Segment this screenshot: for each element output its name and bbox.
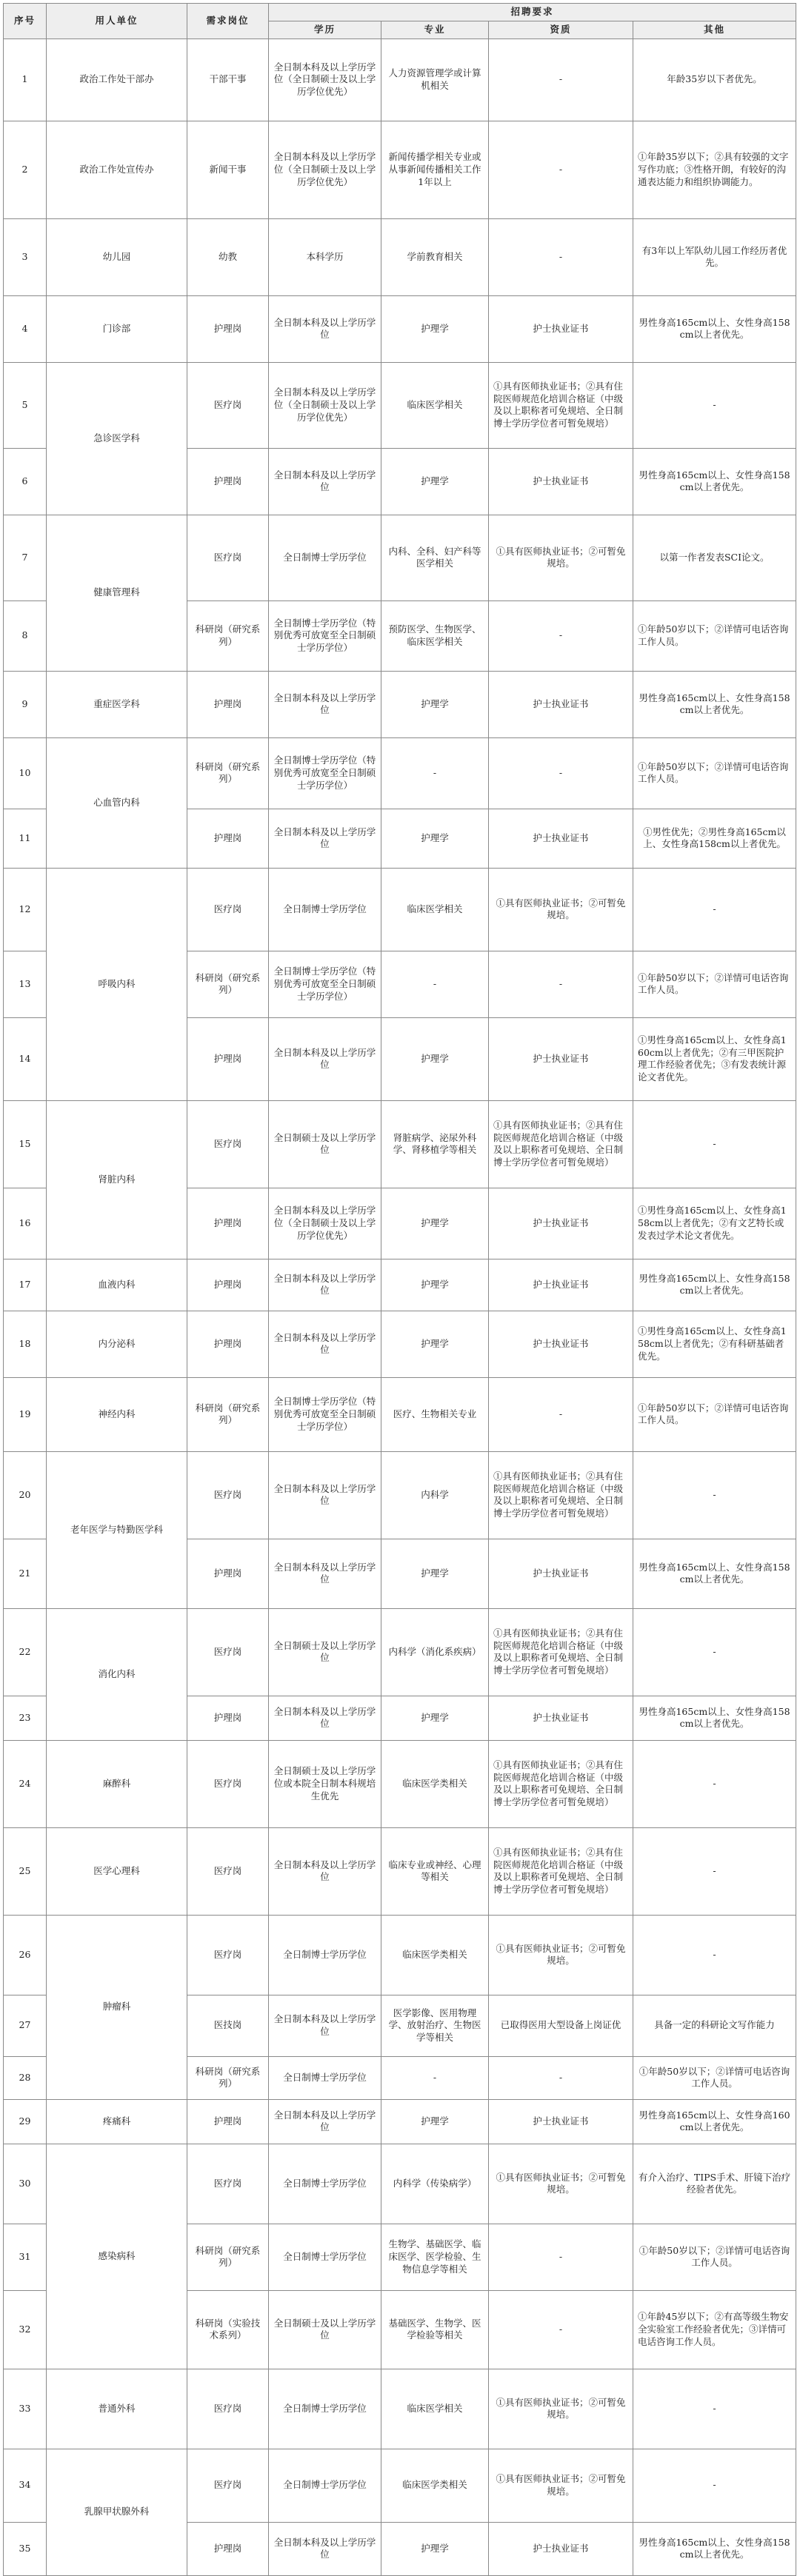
cell-unit: 政治工作处干部办 bbox=[47, 39, 187, 121]
cell-qualification: 护士执业证书 bbox=[489, 1188, 633, 1259]
cell-major: 护理学 bbox=[381, 1311, 489, 1377]
cell-qualification: 护士执业证书 bbox=[489, 1311, 633, 1377]
cell-major: 医疗、生物相关专业 bbox=[381, 1377, 489, 1451]
cell-post: 医疗岗 bbox=[187, 1451, 269, 1539]
cell-qualification: - bbox=[489, 2056, 633, 2099]
header-major: 专业 bbox=[381, 21, 489, 39]
cell-education: 全日制本科及以上学历学位 bbox=[269, 1259, 381, 1311]
header-seq: 序号 bbox=[4, 4, 47, 39]
cell-seq: 1 bbox=[4, 39, 47, 121]
cell-unit: 老年医学与特勤医学科 bbox=[47, 1451, 187, 1608]
cell-qualification: ①具有医师执业证书；②具有住院医师规范化培训合格证（中级及以上职称者可免规培、全日制博士学历学位者可暂免规培） bbox=[489, 362, 633, 448]
cell-seq: 6 bbox=[4, 448, 47, 515]
cell-education: 全日制本科及以上学历学位 bbox=[269, 2522, 381, 2575]
cell-seq: 3 bbox=[4, 218, 47, 295]
cell-education: 全日制博士学历学位（特别优秀可放宽至全日制硕士学历学位） bbox=[269, 600, 381, 671]
cell-unit: 重症医学科 bbox=[47, 671, 187, 737]
cell-other: ①男性优先；②男性身高165cm以上、女性身高158cm以上者优先。 bbox=[633, 809, 796, 868]
cell-major: 生物学、基础医学、临床医学、医学检验、生物信息学等相关 bbox=[381, 2224, 489, 2290]
cell-other: - bbox=[633, 362, 796, 448]
cell-post: 护理岗 bbox=[187, 809, 269, 868]
cell-seq: 9 bbox=[4, 671, 47, 737]
cell-major: 临床医学相关 bbox=[381, 2369, 489, 2449]
cell-other: 有介入治疗、TIPS手术、肝镜下治疗经验者优先。 bbox=[633, 2144, 796, 2224]
cell-education: 全日制博士学历学位 bbox=[269, 2144, 381, 2224]
cell-qualification: 护士执业证书 bbox=[489, 671, 633, 737]
cell-major: 临床医学相关 bbox=[381, 868, 489, 951]
cell-major: 内科学 bbox=[381, 1451, 489, 1539]
cell-seq: 21 bbox=[4, 1539, 47, 1608]
cell-post: 医疗岗 bbox=[187, 362, 269, 448]
cell-unit: 门诊部 bbox=[47, 295, 187, 362]
cell-post: 护理岗 bbox=[187, 671, 269, 737]
cell-post: 护理岗 bbox=[187, 1539, 269, 1608]
table-row bbox=[4, 1608, 796, 1696]
cell-major: 医学影像、医用物理学、放射治疗、生物医学等相关 bbox=[381, 1995, 489, 2056]
cell-qualification: ①具有医师执业证书；②可暂免规培。 bbox=[489, 515, 633, 600]
header-other: 其他 bbox=[633, 21, 796, 39]
cell-unit: 内分泌科 bbox=[47, 1311, 187, 1377]
cell-seq: 4 bbox=[4, 295, 47, 362]
table-row bbox=[4, 515, 796, 600]
cell-qualification: - bbox=[489, 2290, 633, 2369]
cell-post: 医疗岗 bbox=[187, 868, 269, 951]
cell-education: 全日制博士学历学位 bbox=[269, 2449, 381, 2522]
cell-other: 男性身高165cm以上、女性身高158cm以上者优先。 bbox=[633, 448, 796, 515]
header-requirements: 招聘要求 bbox=[269, 4, 796, 21]
cell-education: 全日制本科及以上学历学位 bbox=[269, 295, 381, 362]
cell-major: 学前教育相关 bbox=[381, 218, 489, 295]
cell-education: 全日制硕士及以上学历学位 bbox=[269, 1608, 381, 1696]
cell-education: 全日制本科及以上学历学位 bbox=[269, 1539, 381, 1608]
cell-education: 全日制博士学历学位 bbox=[269, 2369, 381, 2449]
cell-post: 护理岗 bbox=[187, 1696, 269, 1740]
cell-post: 科研岗（研究系列） bbox=[187, 951, 269, 1017]
header-qualification: 资质 bbox=[489, 21, 633, 39]
cell-unit: 疼痛科 bbox=[47, 2099, 187, 2144]
cell-post: 护理岗 bbox=[187, 1188, 269, 1259]
table-row bbox=[4, 1259, 796, 1311]
cell-other: ①年龄50岁以下；②详情可电话咨询工作人员。 bbox=[633, 1377, 796, 1451]
table-row bbox=[4, 1377, 796, 1451]
cell-unit: 神经内科 bbox=[47, 1377, 187, 1451]
cell-post: 护理岗 bbox=[187, 2522, 269, 2575]
cell-education: 全日制博士学历学位 bbox=[269, 1915, 381, 1995]
cell-education: 全日制博士学历学位 bbox=[269, 515, 381, 600]
cell-major: - bbox=[381, 2056, 489, 2099]
cell-other: 男性身高165cm以上、女性身高160cm以上者优先。 bbox=[633, 2099, 796, 2144]
cell-major: 内科、全科、妇产科等医学相关 bbox=[381, 515, 489, 600]
cell-seq: 11 bbox=[4, 809, 47, 868]
cell-other: ①年龄50岁以下；②详情可电话咨询工作人员。 bbox=[633, 951, 796, 1017]
cell-seq: 23 bbox=[4, 1696, 47, 1740]
table-row bbox=[4, 1451, 796, 1539]
table-row bbox=[4, 2099, 796, 2144]
cell-major: 护理学 bbox=[381, 1188, 489, 1259]
cell-major: 护理学 bbox=[381, 809, 489, 868]
cell-qualification: 护士执业证书 bbox=[489, 448, 633, 515]
cell-unit: 医学心理科 bbox=[47, 1827, 187, 1915]
cell-seq: 8 bbox=[4, 600, 47, 671]
cell-education: 全日制博士学历学位（特别优秀可放宽至全日制硕士学历学位） bbox=[269, 951, 381, 1017]
cell-education: 全日制本科及以上学历学位（全日制硕士及以上学历学位优先） bbox=[269, 1188, 381, 1259]
cell-other: - bbox=[633, 1827, 796, 1915]
cell-major: 内科学（传染病学） bbox=[381, 2144, 489, 2224]
cell-education: 全日制博士学历学位 bbox=[269, 2224, 381, 2290]
table-row bbox=[4, 362, 796, 448]
cell-major: 护理学 bbox=[381, 2522, 489, 2575]
cell-other: 年龄35岁以下者优先。 bbox=[633, 39, 796, 121]
cell-major: 临床医学类相关 bbox=[381, 2449, 489, 2522]
cell-unit: 普通外科 bbox=[47, 2369, 187, 2449]
cell-other: 男性身高165cm以上、女性身高158cm以上者优先。 bbox=[633, 671, 796, 737]
cell-education: 全日制硕士及以上学历学位 bbox=[269, 1100, 381, 1188]
cell-other: 男性身高165cm以上、女性身高158cm以上者优先。 bbox=[633, 2522, 796, 2575]
cell-seq: 5 bbox=[4, 362, 47, 448]
cell-education: 全日制本科及以上学历学位 bbox=[269, 1827, 381, 1915]
cell-major: 护理学 bbox=[381, 295, 489, 362]
cell-post: 科研岗（研究系列） bbox=[187, 2224, 269, 2290]
cell-post: 科研岗（研究系列） bbox=[187, 737, 269, 809]
cell-seq: 32 bbox=[4, 2290, 47, 2369]
cell-seq: 25 bbox=[4, 1827, 47, 1915]
cell-other: ①男性身高165cm以上、女性身高158cm以上者优先；②有文艺特长或发表过学术论文者优先。 bbox=[633, 1188, 796, 1259]
cell-post: 护理岗 bbox=[187, 1311, 269, 1377]
table-row bbox=[4, 1740, 796, 1827]
cell-seq: 16 bbox=[4, 1188, 47, 1259]
cell-post: 医技岗 bbox=[187, 1995, 269, 2056]
cell-unit: 消化内科 bbox=[47, 1608, 187, 1740]
cell-qualification: ①具有医师执业证书；②可暂免规培。 bbox=[489, 2449, 633, 2522]
cell-seq: 17 bbox=[4, 1259, 47, 1311]
cell-other: - bbox=[633, 2449, 796, 2522]
cell-qualification: 护士执业证书 bbox=[489, 1017, 633, 1100]
cell-seq: 7 bbox=[4, 515, 47, 600]
cell-qualification: - bbox=[489, 218, 633, 295]
cell-other: ①男性身高165cm以上、女性身高160cm以上者优先；②有三甲医院护理工作经验者优先；③有发表统计源论文者优先。 bbox=[633, 1017, 796, 1100]
cell-education: 全日制博士学历学位 bbox=[269, 2056, 381, 2099]
cell-unit: 呼吸内科 bbox=[47, 868, 187, 1100]
cell-post: 干部干事 bbox=[187, 39, 269, 121]
cell-post: 医疗岗 bbox=[187, 2369, 269, 2449]
cell-post: 科研岗（研究系列） bbox=[187, 1377, 269, 1451]
cell-qualification: - bbox=[489, 737, 633, 809]
cell-qualification: 护士执业证书 bbox=[489, 2099, 633, 2144]
cell-post: 护理岗 bbox=[187, 2099, 269, 2144]
cell-qualification: ①具有医师执业证书；②可暂免规培。 bbox=[489, 1915, 633, 1995]
cell-seq: 28 bbox=[4, 2056, 47, 2099]
cell-post: 医疗岗 bbox=[187, 2449, 269, 2522]
cell-post: 医疗岗 bbox=[187, 1100, 269, 1188]
cell-major: 内科学（消化系疾病） bbox=[381, 1608, 489, 1696]
cell-education: 全日制博士学历学位（特别优秀可放宽至全日制硕士学历学位） bbox=[269, 1377, 381, 1451]
cell-qualification: ①具有医师执业证书；②可暂免规培。 bbox=[489, 868, 633, 951]
recruitment-table bbox=[3, 3, 796, 2576]
cell-post: 医疗岗 bbox=[187, 1827, 269, 1915]
cell-qualification: 护士执业证书 bbox=[489, 2522, 633, 2575]
cell-post: 医疗岗 bbox=[187, 1915, 269, 1995]
table-row bbox=[4, 121, 796, 218]
cell-post: 医疗岗 bbox=[187, 2144, 269, 2224]
cell-seq: 30 bbox=[4, 2144, 47, 2224]
cell-seq: 19 bbox=[4, 1377, 47, 1451]
cell-other: - bbox=[633, 1100, 796, 1188]
cell-qualification: 护士执业证书 bbox=[489, 1696, 633, 1740]
cell-unit: 感染病科 bbox=[47, 2144, 187, 2369]
cell-major: 临床医学相关 bbox=[381, 362, 489, 448]
cell-other: ①年龄35岁以下；②具有较强的文字写作功底；③性格开朗，有较好的沟通表达能力和组织协调能力。 bbox=[633, 121, 796, 218]
cell-qualification: 护士执业证书 bbox=[489, 809, 633, 868]
cell-post: 科研岗（实验技术系列） bbox=[187, 2290, 269, 2369]
cell-other: 男性身高165cm以上、女性身高158cm以上者优先。 bbox=[633, 1539, 796, 1608]
cell-qualification: - bbox=[489, 951, 633, 1017]
cell-other: - bbox=[633, 1451, 796, 1539]
cell-seq: 13 bbox=[4, 951, 47, 1017]
cell-major: 护理学 bbox=[381, 1696, 489, 1740]
cell-seq: 31 bbox=[4, 2224, 47, 2290]
cell-seq: 34 bbox=[4, 2449, 47, 2522]
cell-major: 人力资源管理学或计算机相关 bbox=[381, 39, 489, 121]
cell-education: 全日制博士学历学位 bbox=[269, 868, 381, 951]
cell-other: ①年龄45岁以下；②有高等级生物安全实验室工作经验者优先；③详情可电话咨询工作人员。 bbox=[633, 2290, 796, 2369]
table-row bbox=[4, 39, 796, 121]
cell-major: 护理学 bbox=[381, 2099, 489, 2144]
table-row bbox=[4, 1915, 796, 1995]
cell-other: - bbox=[633, 868, 796, 951]
cell-other: ①年龄50岁以下；②详情可电话咨询工作人员。 bbox=[633, 2056, 796, 2099]
cell-seq: 12 bbox=[4, 868, 47, 951]
cell-education: 本科学历 bbox=[269, 218, 381, 295]
cell-major: 护理学 bbox=[381, 1017, 489, 1100]
cell-seq: 26 bbox=[4, 1915, 47, 1995]
cell-unit: 急诊医学科 bbox=[47, 362, 187, 515]
cell-post: 护理岗 bbox=[187, 448, 269, 515]
cell-education: 全日制本科及以上学历学位（全日制硕士及以上学历学位优先） bbox=[269, 39, 381, 121]
cell-post: 医疗岗 bbox=[187, 1608, 269, 1696]
cell-education: 全日制硕士及以上学历学位或本院全日制本科规培生优先 bbox=[269, 1740, 381, 1827]
cell-seq: 22 bbox=[4, 1608, 47, 1696]
cell-other: - bbox=[633, 1915, 796, 1995]
table-row bbox=[4, 1311, 796, 1377]
table-row bbox=[4, 737, 796, 809]
cell-other: ①年龄50岁以下；②详情可电话咨询工作人员。 bbox=[633, 2224, 796, 2290]
cell-major: - bbox=[381, 737, 489, 809]
cell-major: - bbox=[381, 951, 489, 1017]
cell-post: 科研岗（研究系列） bbox=[187, 2056, 269, 2099]
cell-post: 护理岗 bbox=[187, 295, 269, 362]
cell-qualification: 护士执业证书 bbox=[489, 1539, 633, 1608]
cell-seq: 35 bbox=[4, 2522, 47, 2575]
cell-major: 护理学 bbox=[381, 1259, 489, 1311]
cell-post: 护理岗 bbox=[187, 1259, 269, 1311]
cell-qualification: - bbox=[489, 121, 633, 218]
cell-qualification: - bbox=[489, 39, 633, 121]
cell-major: 护理学 bbox=[381, 1539, 489, 1608]
cell-qualification: - bbox=[489, 600, 633, 671]
cell-seq: 2 bbox=[4, 121, 47, 218]
cell-major: 肾脏病学、泌尿外科学、肾移植学等相关 bbox=[381, 1100, 489, 1188]
cell-unit: 乳腺甲状腺外科 bbox=[47, 2449, 187, 2575]
cell-post: 幼教 bbox=[187, 218, 269, 295]
cell-education: 全日制博士学历学位（特别优秀可放宽至全日制硕士学历学位） bbox=[269, 737, 381, 809]
cell-other: 以第一作者发表SCI论文。 bbox=[633, 515, 796, 600]
cell-education: 全日制本科及以上学历学位（全日制硕士及以上学历学位优先） bbox=[269, 362, 381, 448]
cell-post: 医疗岗 bbox=[187, 1740, 269, 1827]
cell-major: 护理学 bbox=[381, 448, 489, 515]
cell-seq: 27 bbox=[4, 1995, 47, 2056]
cell-qualification: ①具有医师执业证书；②具有住院医师规范化培训合格证（中级及以上职称者可免规培、全日制博士学历学位者可暂免规培） bbox=[489, 1451, 633, 1539]
table-row bbox=[4, 2144, 796, 2224]
cell-seq: 18 bbox=[4, 1311, 47, 1377]
cell-seq: 15 bbox=[4, 1100, 47, 1188]
cell-post: 科研岗（研究系列） bbox=[187, 600, 269, 671]
cell-major: 基础医学、生物学、医学检验等相关 bbox=[381, 2290, 489, 2369]
cell-qualification: ①具有医师执业证书；②可暂免规培。 bbox=[489, 2369, 633, 2449]
cell-qualification: 护士执业证书 bbox=[489, 295, 633, 362]
cell-other: 有3年以上军队幼儿园工作经历者优先。 bbox=[633, 218, 796, 295]
cell-other: ①男性身高165cm以上、女性身高158cm以上者优先；②有科研基础者优先。 bbox=[633, 1311, 796, 1377]
cell-other: ①年龄50岁以下；②详情可电话咨询工作人员。 bbox=[633, 600, 796, 671]
cell-education: 全日制本科及以上学历学位 bbox=[269, 2099, 381, 2144]
cell-major: 护理学 bbox=[381, 671, 489, 737]
cell-education: 全日制本科及以上学历学位（全日制硕士及以上学历学位优先） bbox=[269, 121, 381, 218]
cell-unit: 健康管理科 bbox=[47, 515, 187, 671]
cell-seq: 20 bbox=[4, 1451, 47, 1539]
table-row bbox=[4, 218, 796, 295]
cell-unit: 幼儿园 bbox=[47, 218, 187, 295]
table-row bbox=[4, 295, 796, 362]
cell-education: 全日制本科及以上学历学位 bbox=[269, 1311, 381, 1377]
cell-seq: 24 bbox=[4, 1740, 47, 1827]
table-header bbox=[4, 4, 796, 39]
cell-qualification: 已取得医用大型设备上岗证优 bbox=[489, 1995, 633, 2056]
cell-major: 临床专业或神经、心理等相关 bbox=[381, 1827, 489, 1915]
cell-other: - bbox=[633, 2369, 796, 2449]
cell-unit: 血液内科 bbox=[47, 1259, 187, 1311]
cell-other: ①年龄50岁以下；②详情可电话咨询工作人员。 bbox=[633, 737, 796, 809]
cell-qualification: - bbox=[489, 2224, 633, 2290]
cell-education: 全日制本科及以上学历学位 bbox=[269, 1451, 381, 1539]
cell-unit: 肾脏内科 bbox=[47, 1100, 187, 1259]
cell-qualification: - bbox=[489, 1377, 633, 1451]
cell-major: 临床医学类相关 bbox=[381, 1915, 489, 1995]
cell-seq: 29 bbox=[4, 2099, 47, 2144]
header-post: 需求岗位 bbox=[187, 4, 269, 39]
cell-other: 男性身高165cm以上、女性身高158cm以上者优先。 bbox=[633, 1696, 796, 1740]
cell-unit: 心血管内科 bbox=[47, 737, 187, 868]
cell-seq: 33 bbox=[4, 2369, 47, 2449]
cell-major: 预防医学、生物医学、临床医学相关 bbox=[381, 600, 489, 671]
header-unit: 用人单位 bbox=[47, 4, 187, 39]
cell-other: 男性身高165cm以上、女性身高158cm以上者优先。 bbox=[633, 1259, 796, 1311]
cell-education: 全日制本科及以上学历学位 bbox=[269, 1017, 381, 1100]
cell-education: 全日制本科及以上学历学位 bbox=[269, 671, 381, 737]
cell-qualification: ①具有医师执业证书；②具有住院医师规范化培训合格证（中级及以上职称者可免规培、全日制博士学历学位者可暂免规培） bbox=[489, 1740, 633, 1827]
cell-qualification: 护士执业证书 bbox=[489, 1259, 633, 1311]
cell-education: 全日制本科及以上学历学位 bbox=[269, 448, 381, 515]
cell-other: 男性身高165cm以上、女性身高158cm以上者优先。 bbox=[633, 295, 796, 362]
cell-major: 新闻传播学相关专业或从事新闻传播相关工作1年以上 bbox=[381, 121, 489, 218]
cell-seq: 14 bbox=[4, 1017, 47, 1100]
cell-unit: 麻醉科 bbox=[47, 1740, 187, 1827]
table-body bbox=[4, 39, 796, 2575]
table-row bbox=[4, 1100, 796, 1188]
cell-education: 全日制本科及以上学历学位 bbox=[269, 809, 381, 868]
cell-unit: 肿瘤科 bbox=[47, 1915, 187, 2099]
cell-qualification: ①具有医师执业证书；②具有住院医师规范化培训合格证（中级及以上职称者可免规培、全日制博士学历学位者可暂免规培） bbox=[489, 1827, 633, 1915]
cell-unit: 政治工作处宣传办 bbox=[47, 121, 187, 218]
table-row bbox=[4, 868, 796, 951]
cell-education: 全日制本科及以上学历学位 bbox=[269, 1995, 381, 2056]
cell-other: - bbox=[633, 1740, 796, 1827]
cell-major: 临床医学类相关 bbox=[381, 1740, 489, 1827]
table-row bbox=[4, 2449, 796, 2522]
table-row bbox=[4, 2369, 796, 2449]
cell-seq: 10 bbox=[4, 737, 47, 809]
cell-post: 新闻干事 bbox=[187, 121, 269, 218]
cell-qualification: ①具有医师执业证书；②具有住院医师规范化培训合格证（中级及以上职称者可免规培、全日制博士学历学位者可暂免规培） bbox=[489, 1100, 633, 1188]
cell-other: 具备一定的科研论文写作能力 bbox=[633, 1995, 796, 2056]
cell-other: - bbox=[633, 1608, 796, 1696]
cell-education: 全日制硕士及以上学历学位 bbox=[269, 2290, 381, 2369]
cell-qualification: ①具有医师执业证书；②具有住院医师规范化培训合格证（中级及以上职称者可免规培、全日制博士学历学位者可暂免规培） bbox=[489, 1608, 633, 1696]
cell-education: 全日制本科及以上学历学位 bbox=[269, 1696, 381, 1740]
table-row bbox=[4, 671, 796, 737]
header-education: 学历 bbox=[269, 21, 381, 39]
cell-post: 医疗岗 bbox=[187, 515, 269, 600]
cell-post: 护理岗 bbox=[187, 1017, 269, 1100]
cell-qualification: ①具有医师执业证书；②可暂免规培。 bbox=[489, 2144, 633, 2224]
table-row bbox=[4, 1827, 796, 1915]
